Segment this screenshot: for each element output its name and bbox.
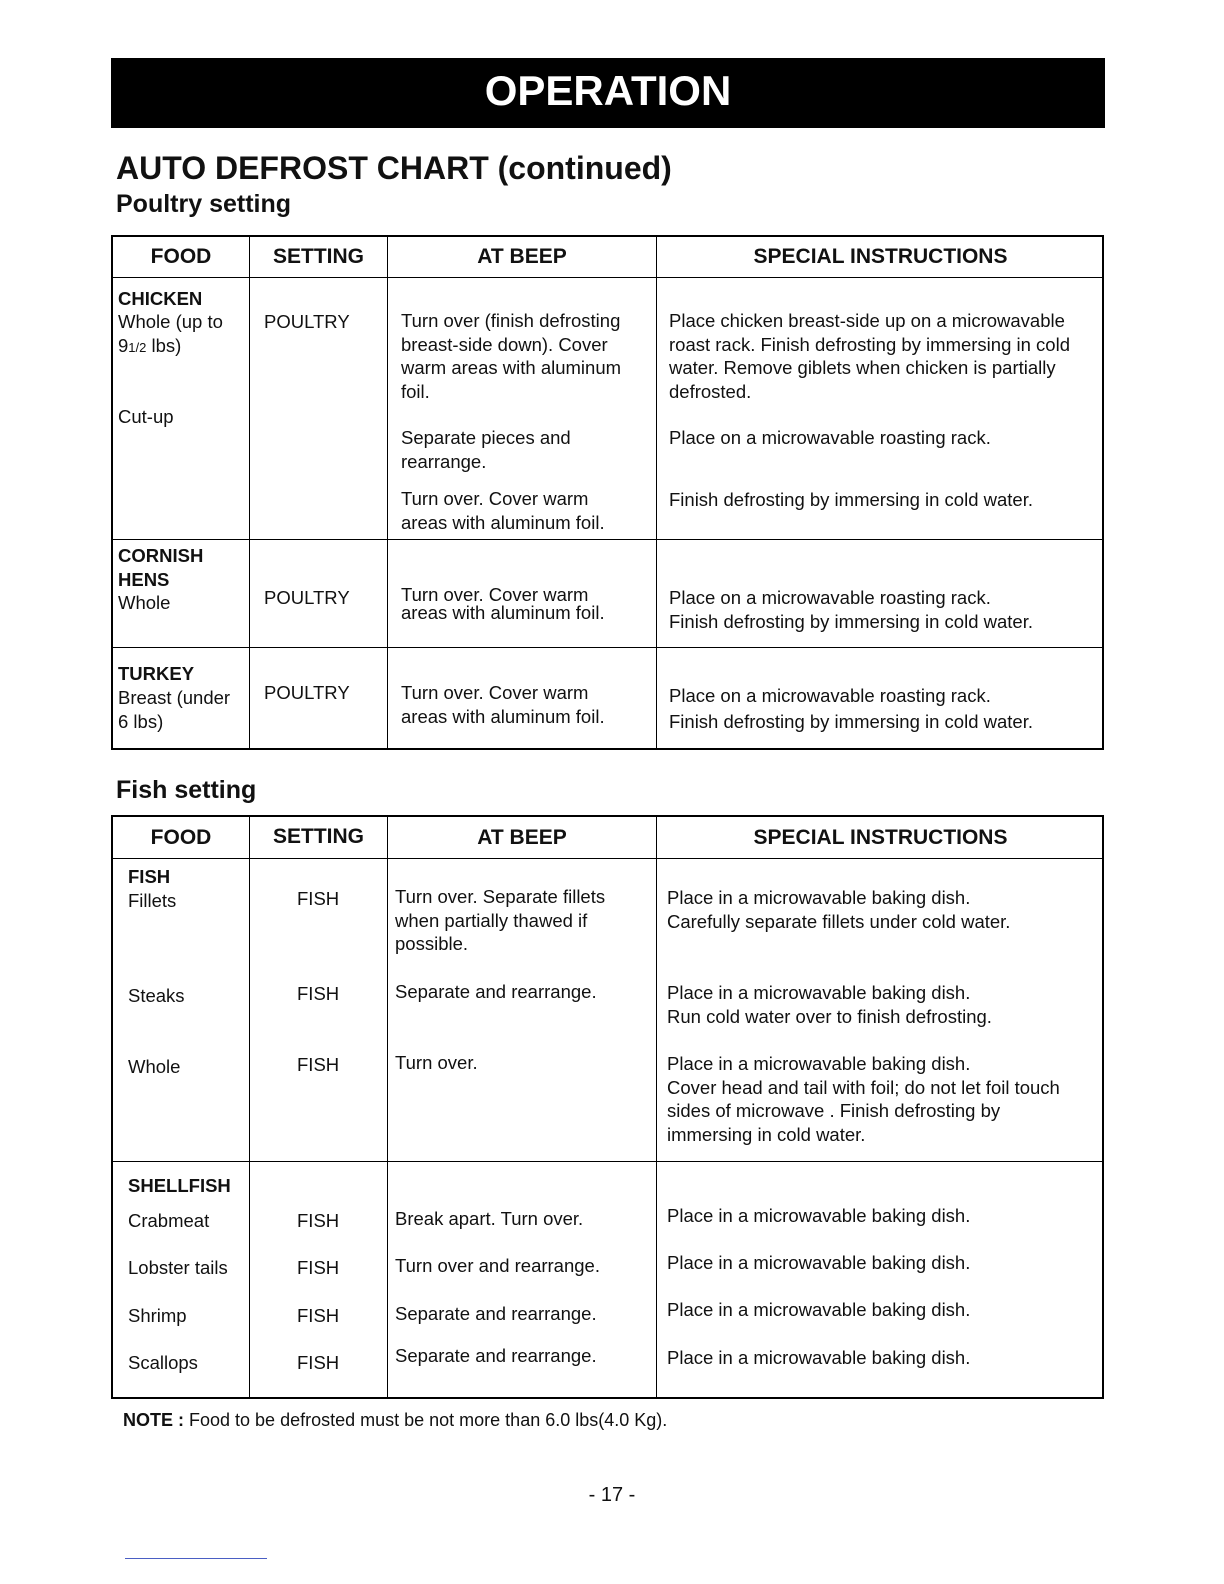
food-chicken-cutup: Cut-up <box>118 406 174 427</box>
food-chicken: CHICKEN <box>118 288 203 309</box>
note-text: Food to be defrosted must be not more than 6.0 lbs(4.0 Kg). <box>184 1410 668 1430</box>
footer-line <box>125 1558 267 1559</box>
food-turkey-weight: 6 lbs) <box>118 711 164 732</box>
beep-crabmeat: Break apart. Turn over. <box>395 1208 584 1229</box>
instr-turkey: Place on a microwavable roasting rack. Finish defrosting by immersing in cold water. <box>669 685 1033 732</box>
food-chicken-whole-weight: 91/2 lbs) <box>118 335 182 356</box>
header-food: FOOD <box>150 826 212 849</box>
header-food: FOOD <box>150 245 212 268</box>
note-label: NOTE : <box>123 1410 184 1430</box>
instr-lobster-tails: Place in a microwavable baking dish. <box>667 1252 971 1273</box>
beep-fillets: Turn over. Separate fillets when partially thawed if possible. <box>395 886 606 954</box>
instr-chicken-whole: Place chicken breast-side up on a microwavable roast rack. Finish defrosting by immersing in cold water. Remove giblets when chicken is partially defrosted. <box>669 310 1070 402</box>
food-fish: FISH <box>128 866 171 887</box>
beep-whole-fish: Turn over. <box>395 1052 478 1073</box>
beep-steaks: Separate and rearrange. <box>395 981 597 1002</box>
instr-steaks: Place in a microwavable baking dish. Run cold water over to finish defrosting. <box>667 982 992 1027</box>
beep-chicken-cutup-1: Separate pieces and rearrange. <box>401 427 571 472</box>
beep-turkey: Turn over. Cover warm areas with aluminum foil. <box>401 682 605 727</box>
instr-whole-fish: Place in a microwavable baking dish. Cover head and tail with foil; do not let foil touch sides of microwave . Finish defrosting by immersing in cold water. <box>667 1053 1060 1145</box>
food-turkey-breast: Breast (under <box>118 687 231 708</box>
food-chicken-whole: Whole (up to <box>118 311 223 332</box>
food-fillets: Fillets <box>128 890 177 911</box>
header-setting: SETTING <box>272 245 364 268</box>
setting-cornish: POULTRY <box>264 587 350 608</box>
instr-cornish: Place on a microwavable roasting rack. Finish defrosting by immersing in cold water. <box>669 587 1033 632</box>
chart-title: AUTO DEFROST CHART (continued) <box>116 150 672 186</box>
food-scallops: Scallops <box>128 1352 198 1373</box>
food-crabmeat: Crabmeat <box>128 1210 210 1231</box>
food-turkey: TURKEY <box>118 663 195 684</box>
instr-scallops: Place in a microwavable baking dish. <box>667 1347 971 1368</box>
instr-fillets: Place in a microwavable baking dish. Carefully separate fillets under cold water. <box>667 887 1011 932</box>
setting-crabmeat: FISH <box>297 1210 340 1231</box>
fish-heading: Fish setting <box>116 776 257 804</box>
food-cornish: CORNISH <box>118 545 204 566</box>
beep-chicken-whole: Turn over (finish defrosting breast-side down). Cover warm areas with aluminum foil. <box>401 310 622 402</box>
setting-steaks: FISH <box>297 983 340 1004</box>
beep-chicken-cutup-2: Turn over. Cover warm areas with aluminum foil. <box>401 488 605 533</box>
header-special-instructions: SPECIAL INSTRUCTIONS <box>753 826 1008 849</box>
food-steaks: Steaks <box>128 985 185 1006</box>
section-banner: OPERATION <box>111 58 1105 128</box>
fish-table <box>111 815 1104 1399</box>
food-lobster-tails: Lobster tails <box>128 1257 228 1278</box>
beep-scallops: Separate and rearrange. <box>395 1345 597 1366</box>
setting-shrimp: FISH <box>297 1305 340 1326</box>
beep-shrimp: Separate and rearrange. <box>395 1303 597 1324</box>
instr-chicken-cutup-1: Place on a microwavable roasting rack. <box>669 427 991 448</box>
setting-chicken: POULTRY <box>264 311 350 332</box>
beep-lobster-tails: Turn over and rearrange. <box>395 1255 600 1276</box>
beep-cornish: Turn over. Cover warm areas with aluminum foil. <box>401 584 605 623</box>
food-whole-fish: Whole <box>128 1056 181 1077</box>
instr-chicken-cutup-2: Finish defrosting by immersing in cold water. <box>669 489 1033 510</box>
header-special-instructions: SPECIAL INSTRUCTIONS <box>753 245 1008 268</box>
setting-fillets: FISH <box>297 888 340 909</box>
poultry-table <box>111 235 1104 750</box>
setting-scallops: FISH <box>297 1352 340 1373</box>
poultry-heading: Poultry setting <box>116 190 292 218</box>
food-shrimp: Shrimp <box>128 1305 187 1326</box>
setting-turkey: POULTRY <box>264 682 350 703</box>
setting-lobster-tails: FISH <box>297 1257 340 1278</box>
setting-whole-fish: FISH <box>297 1054 340 1075</box>
food-shellfish: SHELLFISH <box>128 1175 231 1196</box>
instr-shrimp: Place in a microwavable baking dish. <box>667 1299 971 1320</box>
header-at-beep: AT BEEP <box>477 245 567 268</box>
instr-crabmeat: Place in a microwavable baking dish. <box>667 1205 971 1226</box>
food-cornish-whole: Whole <box>118 592 171 613</box>
note <box>123 1410 667 1431</box>
food-cornish-hens: HENS <box>118 569 170 590</box>
header-at-beep: AT BEEP <box>477 826 567 849</box>
header-setting: SETTING <box>272 825 364 848</box>
page-number: - 17 - <box>588 1484 636 1506</box>
